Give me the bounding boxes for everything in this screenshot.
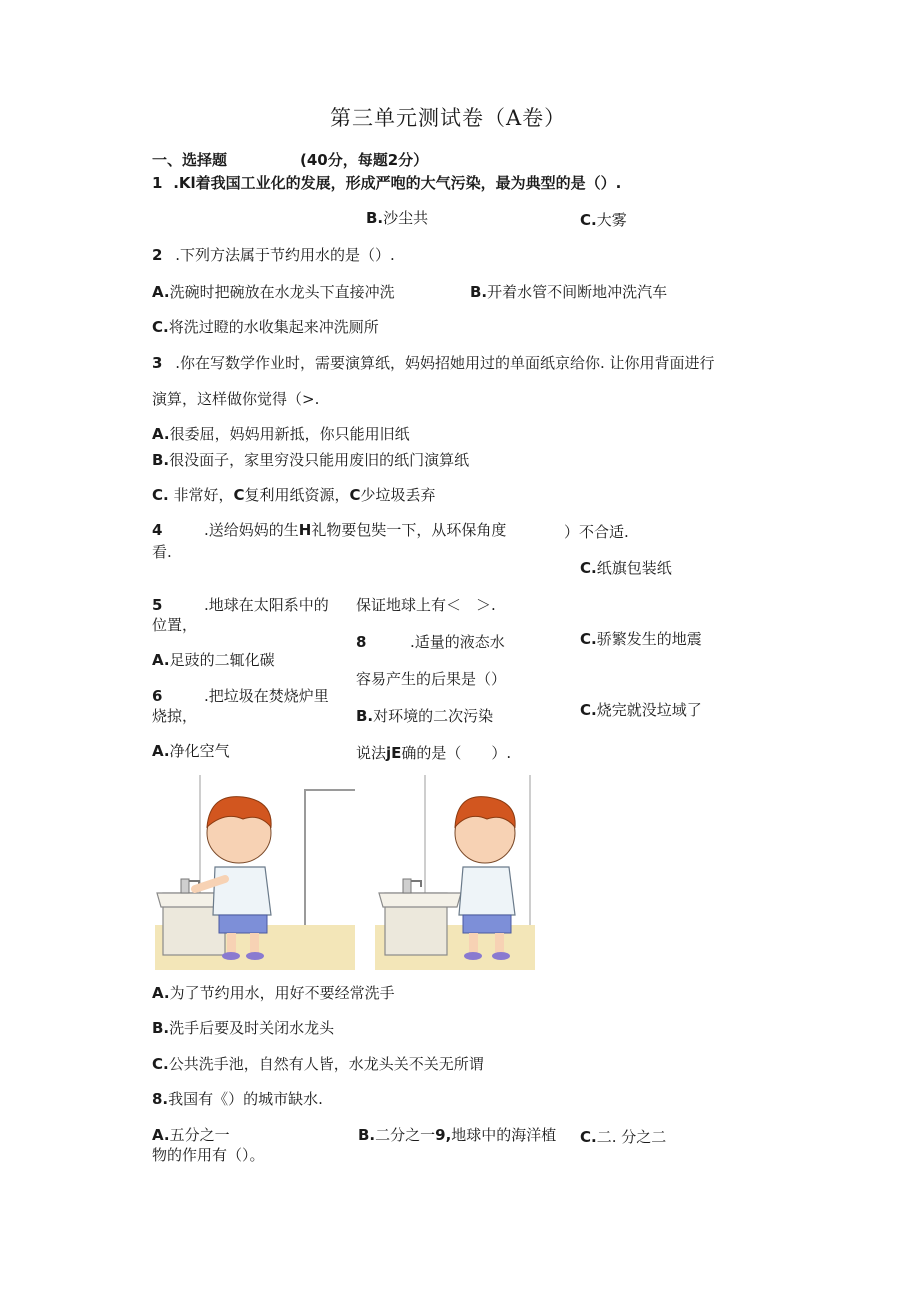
q8-option-b[interactable]: B.二分之一9,地球中的海洋植: [358, 1126, 557, 1144]
section-points: (40分，每题2分）: [300, 151, 429, 169]
illustration-leaving-sink: [375, 775, 535, 970]
section-heading: 一、选择题: [152, 151, 228, 169]
question-8-mid-continued: 容易产生的后果是（）: [356, 670, 507, 688]
page-title: 第三单元测试卷（A卷）: [330, 106, 567, 130]
question-4-text: .送给妈妈的生H礼物要包奘一下，从环保角度: [204, 521, 507, 539]
question-5: 5: [152, 596, 163, 614]
q6-option-b[interactable]: B.对环境的二次污染: [356, 707, 494, 725]
q7-option-a[interactable]: A.为了节约用水，用好不要经常洗手: [152, 984, 395, 1002]
question-5-text: .地球在太阳系中的: [204, 596, 329, 614]
q7-option-b[interactable]: B.洗手后要及时关闭水龙头: [152, 1019, 335, 1037]
question-8: 8.我国有《）的城市缺水.: [152, 1090, 323, 1108]
question-6: 6: [152, 687, 163, 705]
q3-option-b[interactable]: B.很没面子，家里穷没只能用废旧的纸门演算纸: [152, 451, 470, 469]
q4-option-c[interactable]: C.纸旗包装纸: [580, 559, 672, 577]
q2-option-c[interactable]: C.将洗过瞪的水收集起来冲洗厕所: [152, 318, 379, 336]
q1-option-b[interactable]: B.沙尘共: [366, 209, 429, 227]
question-8-mid-text: .适量的液态水: [410, 633, 505, 651]
q8-option-c[interactable]: C.二. 分之二: [580, 1128, 667, 1146]
q2-option-a[interactable]: A.洗碗时把碗放在水龙头下直接冲洗: [152, 283, 395, 301]
q6-option-a[interactable]: A.净化空气: [152, 742, 230, 760]
question-4-end: ）不合适.: [564, 523, 629, 541]
illustration-washing-hands: [155, 775, 355, 970]
q5-option-a[interactable]: A.足豉的二辄化碳: [152, 651, 275, 669]
question-2: 2 .下列方法属于节约用水的是（）.: [152, 246, 395, 264]
boy-washing-hands-icon: [155, 775, 355, 970]
question-9-continued: 物的作用有（）。: [152, 1146, 265, 1164]
question-6-text: .把垃圾在焚烧炉里: [204, 687, 329, 705]
q5-option-c[interactable]: C.骄繁发生的地震: [580, 630, 702, 648]
q3-option-a[interactable]: A.很委屈，妈妈用新抵，你只能用旧纸: [152, 425, 410, 443]
question-3-continued: 演算，这样做你觉得（>.: [152, 390, 320, 408]
question-7: 说法jE确的是（ ）.: [356, 744, 512, 762]
question-number: 1: [152, 174, 163, 192]
question-5-continued: 位置，: [152, 616, 198, 634]
q6-option-c[interactable]: C.烧完就没垃域了: [580, 701, 702, 719]
question-4: 4: [152, 521, 163, 539]
question-3: 3 .你在写数学作业时，需要演算纸，妈妈招她用过的单面纸京给你. 让你用背面进行: [152, 354, 715, 372]
q3-option-c[interactable]: C. 非常好，C复利用纸资源，C少垃圾丢弃: [152, 486, 436, 504]
q2-option-b[interactable]: B.开着水管不间断地冲洗汽车: [470, 283, 668, 301]
q7-option-c[interactable]: C.公共洗手池，自然有人皆，水龙头关不关无所谓: [152, 1055, 484, 1073]
q8-option-a[interactable]: A.五分之一: [152, 1126, 230, 1144]
question-1: [152, 173, 621, 193]
boy-leaving-sink-icon: [375, 775, 535, 970]
question-4-continued: 看.: [152, 543, 172, 561]
question-text: .Kl着我国工业化的发展，形成严咆的大气污染，最为典型的是（）.: [173, 174, 622, 192]
question-8-mid: 8: [356, 633, 367, 651]
question-6-continued: 烧掠，: [152, 707, 198, 725]
q1-option-c[interactable]: C.大雾: [580, 211, 627, 229]
question-5-mid: 保证地球上有＜ ＞.: [356, 596, 496, 614]
